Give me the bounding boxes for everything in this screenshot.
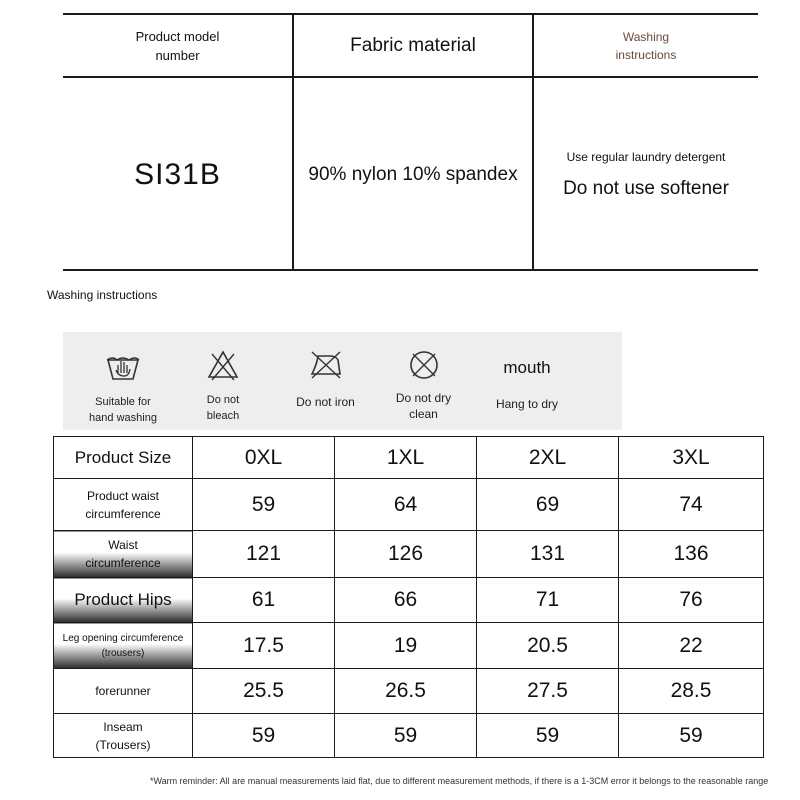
table-cell: 61 xyxy=(193,578,335,623)
table-row xyxy=(54,479,764,531)
table-cell: 74 xyxy=(619,479,764,531)
washing-detergent-text: Use regular laundry detergent xyxy=(566,149,726,164)
table-row xyxy=(54,578,764,623)
size-chart-table xyxy=(53,436,764,758)
table-cell: 59 xyxy=(477,714,619,758)
row-label: Product waist circumference xyxy=(54,479,193,531)
row-label: Waist circumference xyxy=(54,531,193,578)
table-cell: 17.5 xyxy=(193,623,335,669)
size-column-header: 2XL xyxy=(477,437,619,479)
washing-value xyxy=(534,78,758,271)
row-label: Leg opening circumference (trousers) xyxy=(54,623,193,669)
table-cell: 25.5 xyxy=(193,669,335,714)
care-icons-strip xyxy=(63,332,622,430)
table-cell: 19 xyxy=(335,623,477,669)
table-cell: 121 xyxy=(193,531,335,578)
table-cell: 28.5 xyxy=(619,669,764,714)
header-fabric-material: Fabric material xyxy=(350,34,476,56)
table-row xyxy=(54,623,764,669)
do-not-bleach-icon xyxy=(206,348,240,382)
table-row xyxy=(54,714,764,758)
do-not-dry-clean-icon xyxy=(407,348,441,382)
table-row xyxy=(54,531,764,578)
header-model-number: Product model number xyxy=(135,28,220,63)
table-cell: 59 xyxy=(335,714,477,758)
size-column-header: 3XL xyxy=(619,437,764,479)
model-number-value: SI31B xyxy=(134,157,221,191)
table-cell: 64 xyxy=(335,479,477,531)
washing-softener-text: Do not use softener xyxy=(563,177,729,199)
table-cell: 27.5 xyxy=(477,669,619,714)
do-not-iron-icon xyxy=(308,348,344,380)
table-cell: 59 xyxy=(619,714,764,758)
care-item-do-not-dry-clean: Do not dry clean xyxy=(381,332,466,430)
fabric-value: 90% nylon 10% spandex xyxy=(308,163,518,185)
row-label: Inseam (Trousers) xyxy=(54,714,193,758)
table-cell: 131 xyxy=(477,531,619,578)
table-row xyxy=(54,437,764,479)
size-header-label: Product Size xyxy=(54,437,193,479)
care-item-hang-to-dry: mouth Hang to dry xyxy=(481,332,573,430)
care-item-hand-wash: Suitable for hand washing xyxy=(78,332,168,430)
row-label: forerunner xyxy=(54,669,193,714)
care-item-do-not-iron: Do not iron xyxy=(278,332,373,430)
table-cell: 69 xyxy=(477,479,619,531)
table-cell: 59 xyxy=(193,714,335,758)
table-cell: 59 xyxy=(193,479,335,531)
size-column-header: 0XL xyxy=(193,437,335,479)
header-washing-instructions: Washing instructions xyxy=(615,29,677,62)
product-info-table xyxy=(63,13,758,271)
care-item-do-not-bleach: Do not bleach xyxy=(183,332,263,430)
section-label: Washing instructions xyxy=(47,288,158,302)
table-cell: 22 xyxy=(619,623,764,669)
hang-to-dry-symbol-text: mouth xyxy=(503,358,551,377)
table-cell: 136 xyxy=(619,531,764,578)
table-cell: 71 xyxy=(477,578,619,623)
table-cell: 76 xyxy=(619,578,764,623)
hand-wash-icon xyxy=(103,346,143,386)
table-cell: 126 xyxy=(335,531,477,578)
row-label: Product Hips xyxy=(54,578,193,623)
measurement-note: *Warm reminder: All are manual measurements laid flat, due to different measurement methods, if there is a 1-3CM error it belongs to the reasonable range xyxy=(150,776,769,786)
table-cell: 20.5 xyxy=(477,623,619,669)
table-row xyxy=(54,669,764,714)
table-cell: 66 xyxy=(335,578,477,623)
table-cell: 26.5 xyxy=(335,669,477,714)
size-column-header: 1XL xyxy=(335,437,477,479)
